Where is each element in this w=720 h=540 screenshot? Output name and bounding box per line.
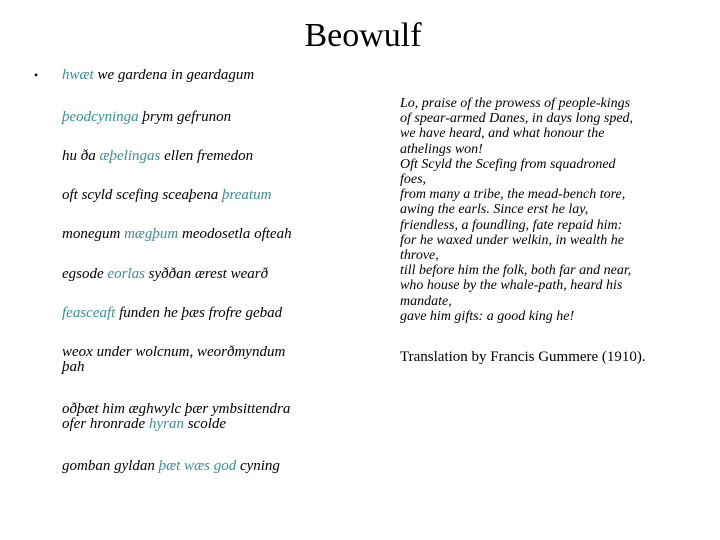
- translation-line: throve,: [400, 248, 439, 264]
- oe-text: oft scyld scefing sceaþena: [62, 187, 222, 203]
- oe-text: egsode: [62, 266, 108, 282]
- oe-line-9: [62, 402, 392, 432]
- translation-line: friendless, a foundling, fate repaid him:: [400, 217, 623, 233]
- oe-word: þeodcyninga: [62, 109, 139, 125]
- oe-text: ellen fremedon: [160, 148, 254, 164]
- oe-text: þrym gefrunon: [138, 109, 232, 125]
- translation-line: of spear-armed Danes, in days long sped,: [400, 111, 634, 127]
- oe-line-3: [62, 149, 392, 164]
- oe-word: mægþum: [124, 226, 179, 242]
- translation-line: gave him gifts: a good king he!: [400, 308, 575, 324]
- modern-translation: [400, 96, 700, 324]
- translation-line: from many a tribe, the mead-bench tore,: [400, 187, 626, 203]
- slide-title: Beowulf: [304, 17, 422, 54]
- translation-line: till before him the folk, both far and near,: [400, 263, 632, 279]
- translation-line: mandate,: [400, 293, 452, 309]
- oe-text: monegum: [62, 226, 125, 242]
- oe-text: þah: [62, 359, 85, 375]
- translation-line: who house by the whale-path, heard his: [400, 278, 623, 294]
- oe-text: cyning: [236, 458, 280, 474]
- oe-text: scolde: [183, 416, 227, 432]
- bullet-marker: •: [34, 68, 39, 82]
- oe-word: hwæt: [62, 67, 94, 83]
- oe-line-7: [62, 306, 392, 321]
- oe-word: feasceaft: [62, 305, 116, 321]
- translation-line: for he waxed under welkin, in wealth he: [400, 232, 624, 248]
- oe-word: eorlas: [107, 266, 145, 282]
- translation-credit: Translation by Francis Gummere (1910).: [400, 349, 646, 365]
- oe-text: we gardena in geardagum: [93, 67, 255, 83]
- oe-text: gomban gyldan: [62, 458, 159, 474]
- oe-word: æþelingas: [99, 148, 161, 164]
- translation-line: awing the earls. Since erst he lay,: [400, 202, 589, 218]
- oe-line-2: [62, 110, 392, 125]
- oe-word: þreatum: [221, 187, 272, 203]
- oe-line-5: [62, 227, 392, 242]
- oe-line-10: [62, 459, 392, 474]
- translation-line: athelings won!: [400, 141, 483, 157]
- translation-line: we have heard, and what honour the: [400, 126, 605, 142]
- oe-text: meodosetla ofteah: [178, 226, 292, 242]
- oe-text: weox under wolcnum, weorðmyndum: [62, 344, 286, 360]
- oe-text: oðþæt him æghwylc þær ymbsittendra: [62, 401, 291, 417]
- oe-line-6: [62, 267, 392, 282]
- oe-line-4: [62, 188, 392, 203]
- translation-line: Lo, praise of the prowess of people-kings: [400, 96, 631, 111]
- oe-text: syððan ærest wearð: [144, 266, 269, 282]
- oe-line-1: [62, 68, 392, 83]
- oe-word: þæt wæs god: [158, 458, 237, 474]
- oe-line-8: [62, 345, 392, 375]
- oe-text: ofer hronrade: [62, 416, 149, 432]
- oe-word: hyran: [148, 416, 184, 432]
- translation-line: Oft Scyld the Scefing from squadroned: [400, 156, 616, 172]
- translation-line: foes,: [400, 172, 427, 188]
- oe-text: hu ða: [62, 148, 100, 164]
- oe-text: funden he þæs frofre gebad: [115, 305, 283, 321]
